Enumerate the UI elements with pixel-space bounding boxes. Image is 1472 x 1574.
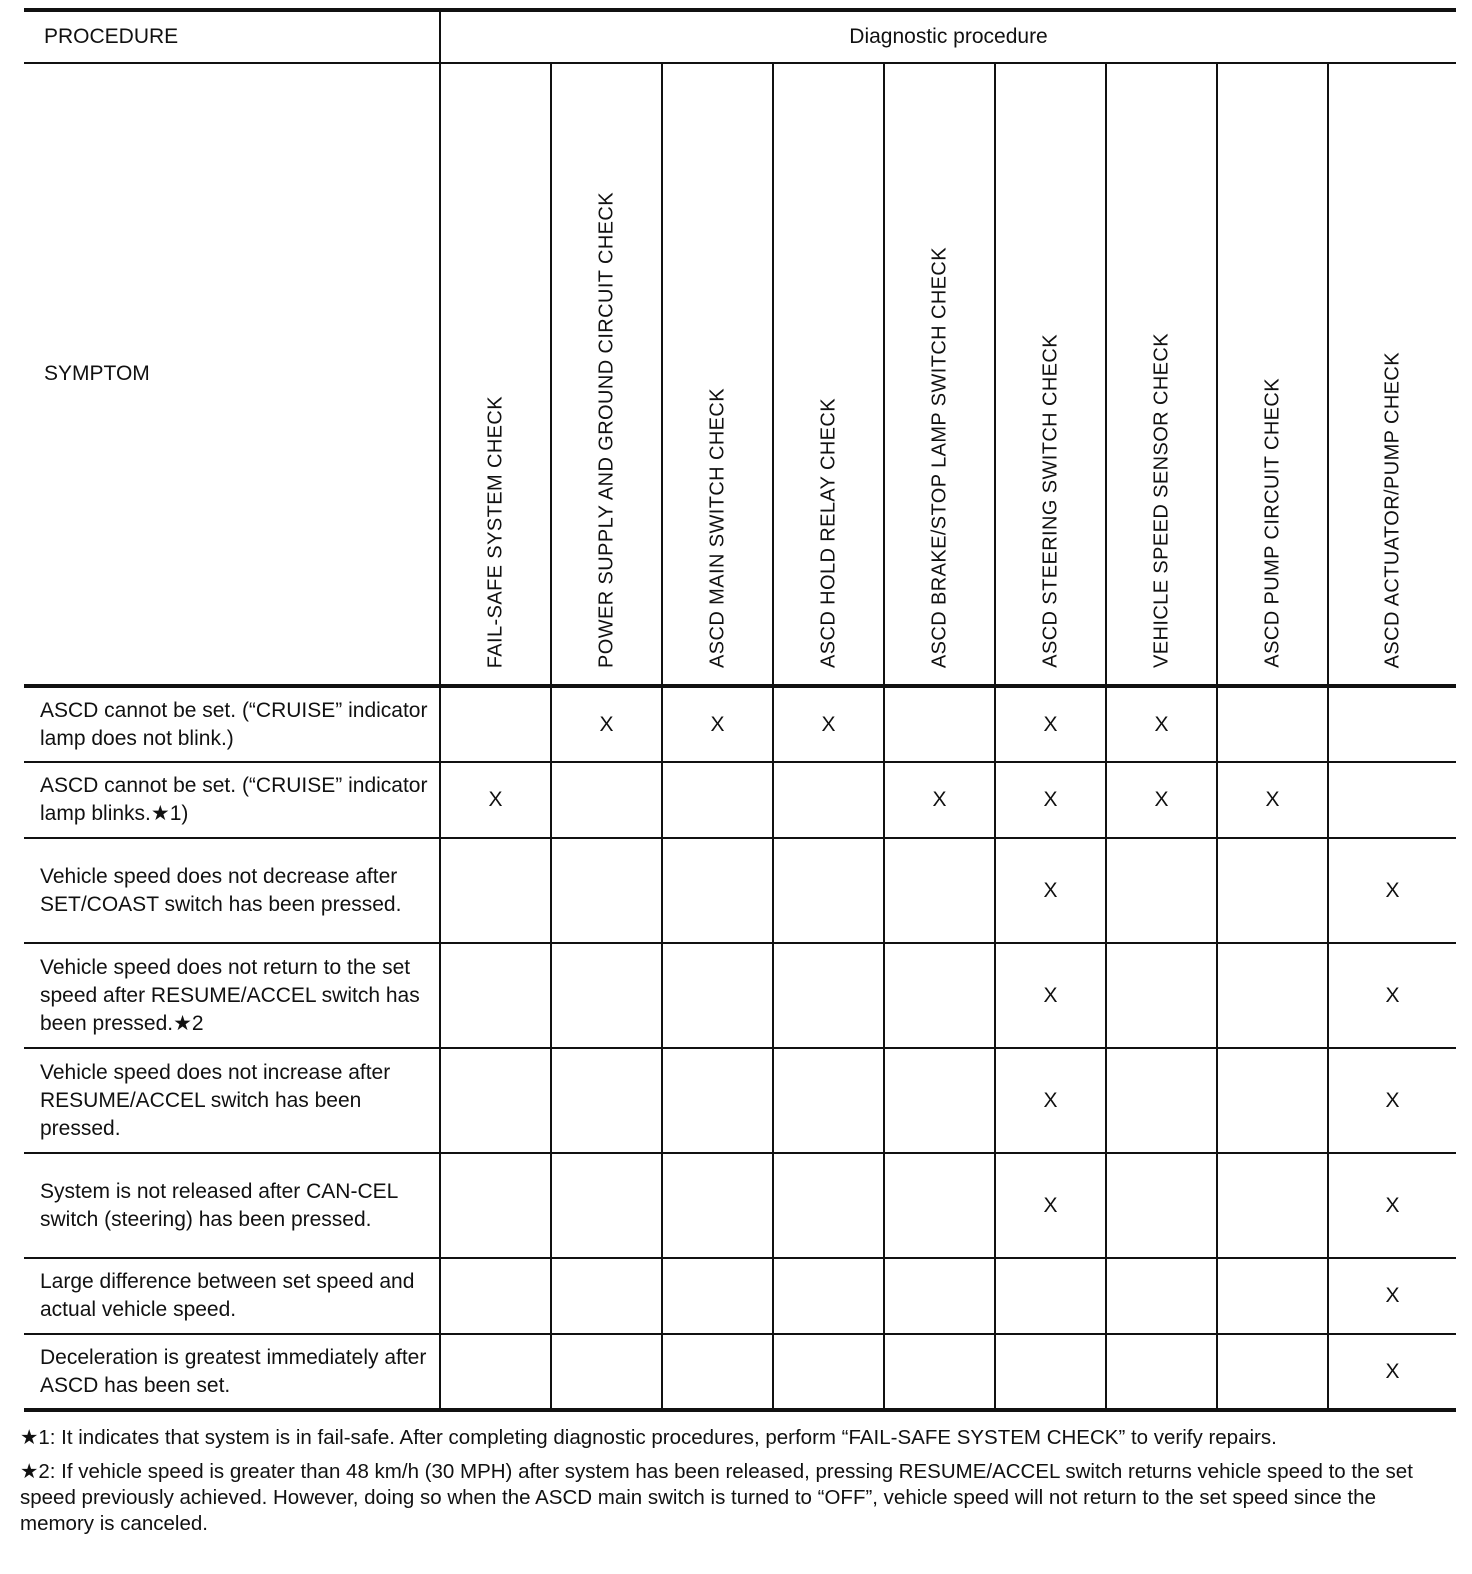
check-mark-cell bbox=[1217, 1258, 1328, 1334]
column-header bbox=[1328, 63, 1456, 686]
check-mark-cell: X bbox=[995, 838, 1106, 943]
check-mark-cell bbox=[1217, 1048, 1328, 1153]
diagnostic-matrix-table bbox=[24, 8, 1456, 1412]
symptom-cell: ASCD cannot be set. (“CRUISE” indicator lamp does not blink.) bbox=[24, 686, 440, 762]
procedure-label: PROCEDURE bbox=[24, 10, 440, 63]
check-mark-cell: X bbox=[884, 762, 995, 838]
check-mark-cell: X bbox=[1328, 1153, 1456, 1258]
column-header-label: POWER SUPPLY AND GROUND CIRCUIT CHECK bbox=[595, 192, 617, 668]
column-header-label: ASCD MAIN SWITCH CHECK bbox=[706, 388, 728, 668]
check-mark-cell bbox=[773, 1334, 884, 1410]
table-row bbox=[24, 943, 1456, 1048]
check-mark-cell bbox=[551, 838, 662, 943]
check-mark-cell bbox=[1217, 838, 1328, 943]
check-mark-cell bbox=[1106, 1153, 1217, 1258]
check-mark-cell: X bbox=[995, 686, 1106, 762]
check-mark-cell bbox=[995, 1334, 1106, 1410]
table-row bbox=[24, 1334, 1456, 1410]
check-mark-cell bbox=[551, 1048, 662, 1153]
check-mark-cell bbox=[884, 1048, 995, 1153]
column-header bbox=[551, 63, 662, 686]
check-mark-cell bbox=[995, 1258, 1106, 1334]
column-header bbox=[1106, 63, 1217, 686]
check-mark-cell bbox=[440, 1048, 551, 1153]
check-mark-cell bbox=[1217, 1153, 1328, 1258]
column-header-label: FAIL-SAFE SYSTEM CHECK bbox=[484, 395, 506, 668]
check-mark-cell bbox=[662, 838, 773, 943]
column-header bbox=[1217, 63, 1328, 686]
check-mark-cell bbox=[662, 1048, 773, 1153]
column-header bbox=[995, 63, 1106, 686]
check-mark-cell bbox=[1328, 686, 1456, 762]
check-mark-cell bbox=[662, 943, 773, 1048]
check-mark-cell bbox=[773, 1048, 884, 1153]
check-mark-cell bbox=[440, 1258, 551, 1334]
table-row bbox=[24, 1258, 1456, 1334]
check-mark-cell bbox=[1106, 1258, 1217, 1334]
check-mark-cell bbox=[884, 1334, 995, 1410]
check-mark-cell bbox=[1328, 762, 1456, 838]
check-mark-cell bbox=[551, 762, 662, 838]
check-mark-cell bbox=[1217, 686, 1328, 762]
check-mark-cell bbox=[1106, 1334, 1217, 1410]
check-mark-cell bbox=[1217, 1334, 1328, 1410]
check-mark-cell: X bbox=[1106, 686, 1217, 762]
footnote-1: ★1: It indicates that system is in fail-safe. After completing diagnostic procedures, perform “FAIL-SAFE SYSTEM CHECK” to verify repairs. bbox=[20, 1426, 1277, 1449]
check-mark-cell: X bbox=[995, 1048, 1106, 1153]
check-mark-cell: X bbox=[1328, 1334, 1456, 1410]
check-mark-cell bbox=[662, 1153, 773, 1258]
check-mark-cell bbox=[551, 1334, 662, 1410]
check-mark-cell bbox=[551, 1258, 662, 1334]
check-mark-cell: X bbox=[662, 686, 773, 762]
table-row bbox=[24, 1048, 1456, 1153]
table-row bbox=[24, 686, 1456, 762]
footnote-2: ★2: If vehicle speed is greater than 48 km/h (30 MPH) after system has been released, pressing RESUME/ACCEL switch returns vehicle speed to the set speed previously achieved. However, doing so when the ASCD main switch is turned to “OFF”, vehicle speed will not return to the set speed since the memory is canceled. bbox=[20, 1460, 1413, 1535]
symptom-cell: Vehicle speed does not increase after RESUME/ACCEL switch has been pressed. bbox=[24, 1048, 440, 1153]
check-mark-cell: X bbox=[995, 762, 1106, 838]
check-mark-cell bbox=[884, 943, 995, 1048]
check-mark-cell bbox=[1106, 1048, 1217, 1153]
symptom-cell: System is not released after CAN-CEL switch (steering) has been pressed. bbox=[24, 1153, 440, 1258]
check-mark-cell: X bbox=[995, 1153, 1106, 1258]
check-mark-cell: X bbox=[1217, 762, 1328, 838]
check-mark-cell: X bbox=[1106, 762, 1217, 838]
check-mark-cell bbox=[884, 686, 995, 762]
symptom-cell: Vehicle speed does not return to the set speed after RESUME/ACCEL switch has been pressed.★2 bbox=[24, 943, 440, 1048]
check-mark-cell bbox=[884, 1258, 995, 1334]
column-header bbox=[662, 63, 773, 686]
column-header-label: ASCD STEERING SWITCH CHECK bbox=[1039, 334, 1061, 668]
column-header-label: ASCD PUMP CIRCUIT CHECK bbox=[1261, 378, 1283, 668]
check-mark-cell: X bbox=[1328, 1258, 1456, 1334]
check-mark-cell bbox=[551, 1153, 662, 1258]
check-mark-cell bbox=[662, 1334, 773, 1410]
check-mark-cell bbox=[440, 1334, 551, 1410]
check-mark-cell bbox=[551, 943, 662, 1048]
symptom-cell: Deceleration is greatest immediately after ASCD has been set. bbox=[24, 1334, 440, 1410]
column-header bbox=[884, 63, 995, 686]
symptom-cell: ASCD cannot be set. (“CRUISE” indicator lamp blinks.★1) bbox=[24, 762, 440, 838]
check-mark-cell: X bbox=[995, 943, 1106, 1048]
diagnostic-procedure-label: Diagnostic procedure bbox=[440, 10, 1456, 63]
header-row-procedure bbox=[24, 10, 1456, 63]
check-mark-cell bbox=[440, 943, 551, 1048]
check-mark-cell: X bbox=[1328, 1048, 1456, 1153]
check-mark-cell: X bbox=[440, 762, 551, 838]
check-mark-cell bbox=[773, 1258, 884, 1334]
symptom-cell: Large difference between set speed and actual vehicle speed. bbox=[24, 1258, 440, 1334]
check-mark-cell bbox=[1106, 838, 1217, 943]
table-row bbox=[24, 762, 1456, 838]
check-mark-cell bbox=[440, 686, 551, 762]
column-header-label: ASCD HOLD RELAY CHECK bbox=[817, 398, 839, 668]
check-mark-cell: X bbox=[1328, 838, 1456, 943]
symptom-cell: Vehicle speed does not decrease after SET/COAST switch has been pressed. bbox=[24, 838, 440, 943]
check-mark-cell bbox=[884, 838, 995, 943]
column-header-label: ASCD BRAKE/STOP LAMP SWITCH CHECK bbox=[928, 246, 950, 668]
header-row-columns bbox=[24, 63, 1456, 686]
column-header bbox=[440, 63, 551, 686]
check-mark-cell bbox=[773, 943, 884, 1048]
check-mark-cell: X bbox=[551, 686, 662, 762]
check-mark-cell: X bbox=[1328, 943, 1456, 1048]
footnotes bbox=[20, 1425, 1450, 1545]
column-header-label: ASCD ACTUATOR/PUMP CHECK bbox=[1381, 351, 1404, 668]
check-mark-cell bbox=[884, 1153, 995, 1258]
table-row bbox=[24, 838, 1456, 943]
check-mark-cell bbox=[440, 1153, 551, 1258]
column-header-label: VEHICLE SPEED SENSOR CHECK bbox=[1150, 333, 1172, 668]
table-row bbox=[24, 1153, 1456, 1258]
check-mark-cell bbox=[1217, 943, 1328, 1048]
check-mark-cell bbox=[773, 1153, 884, 1258]
check-mark-cell bbox=[1106, 943, 1217, 1048]
check-mark-cell bbox=[662, 762, 773, 838]
symptom-label: SYMPTOM bbox=[24, 63, 440, 686]
check-mark-cell: X bbox=[773, 686, 884, 762]
column-header bbox=[773, 63, 884, 686]
check-mark-cell bbox=[773, 838, 884, 943]
check-mark-cell bbox=[773, 762, 884, 838]
check-mark-cell bbox=[440, 838, 551, 943]
check-mark-cell bbox=[662, 1258, 773, 1334]
